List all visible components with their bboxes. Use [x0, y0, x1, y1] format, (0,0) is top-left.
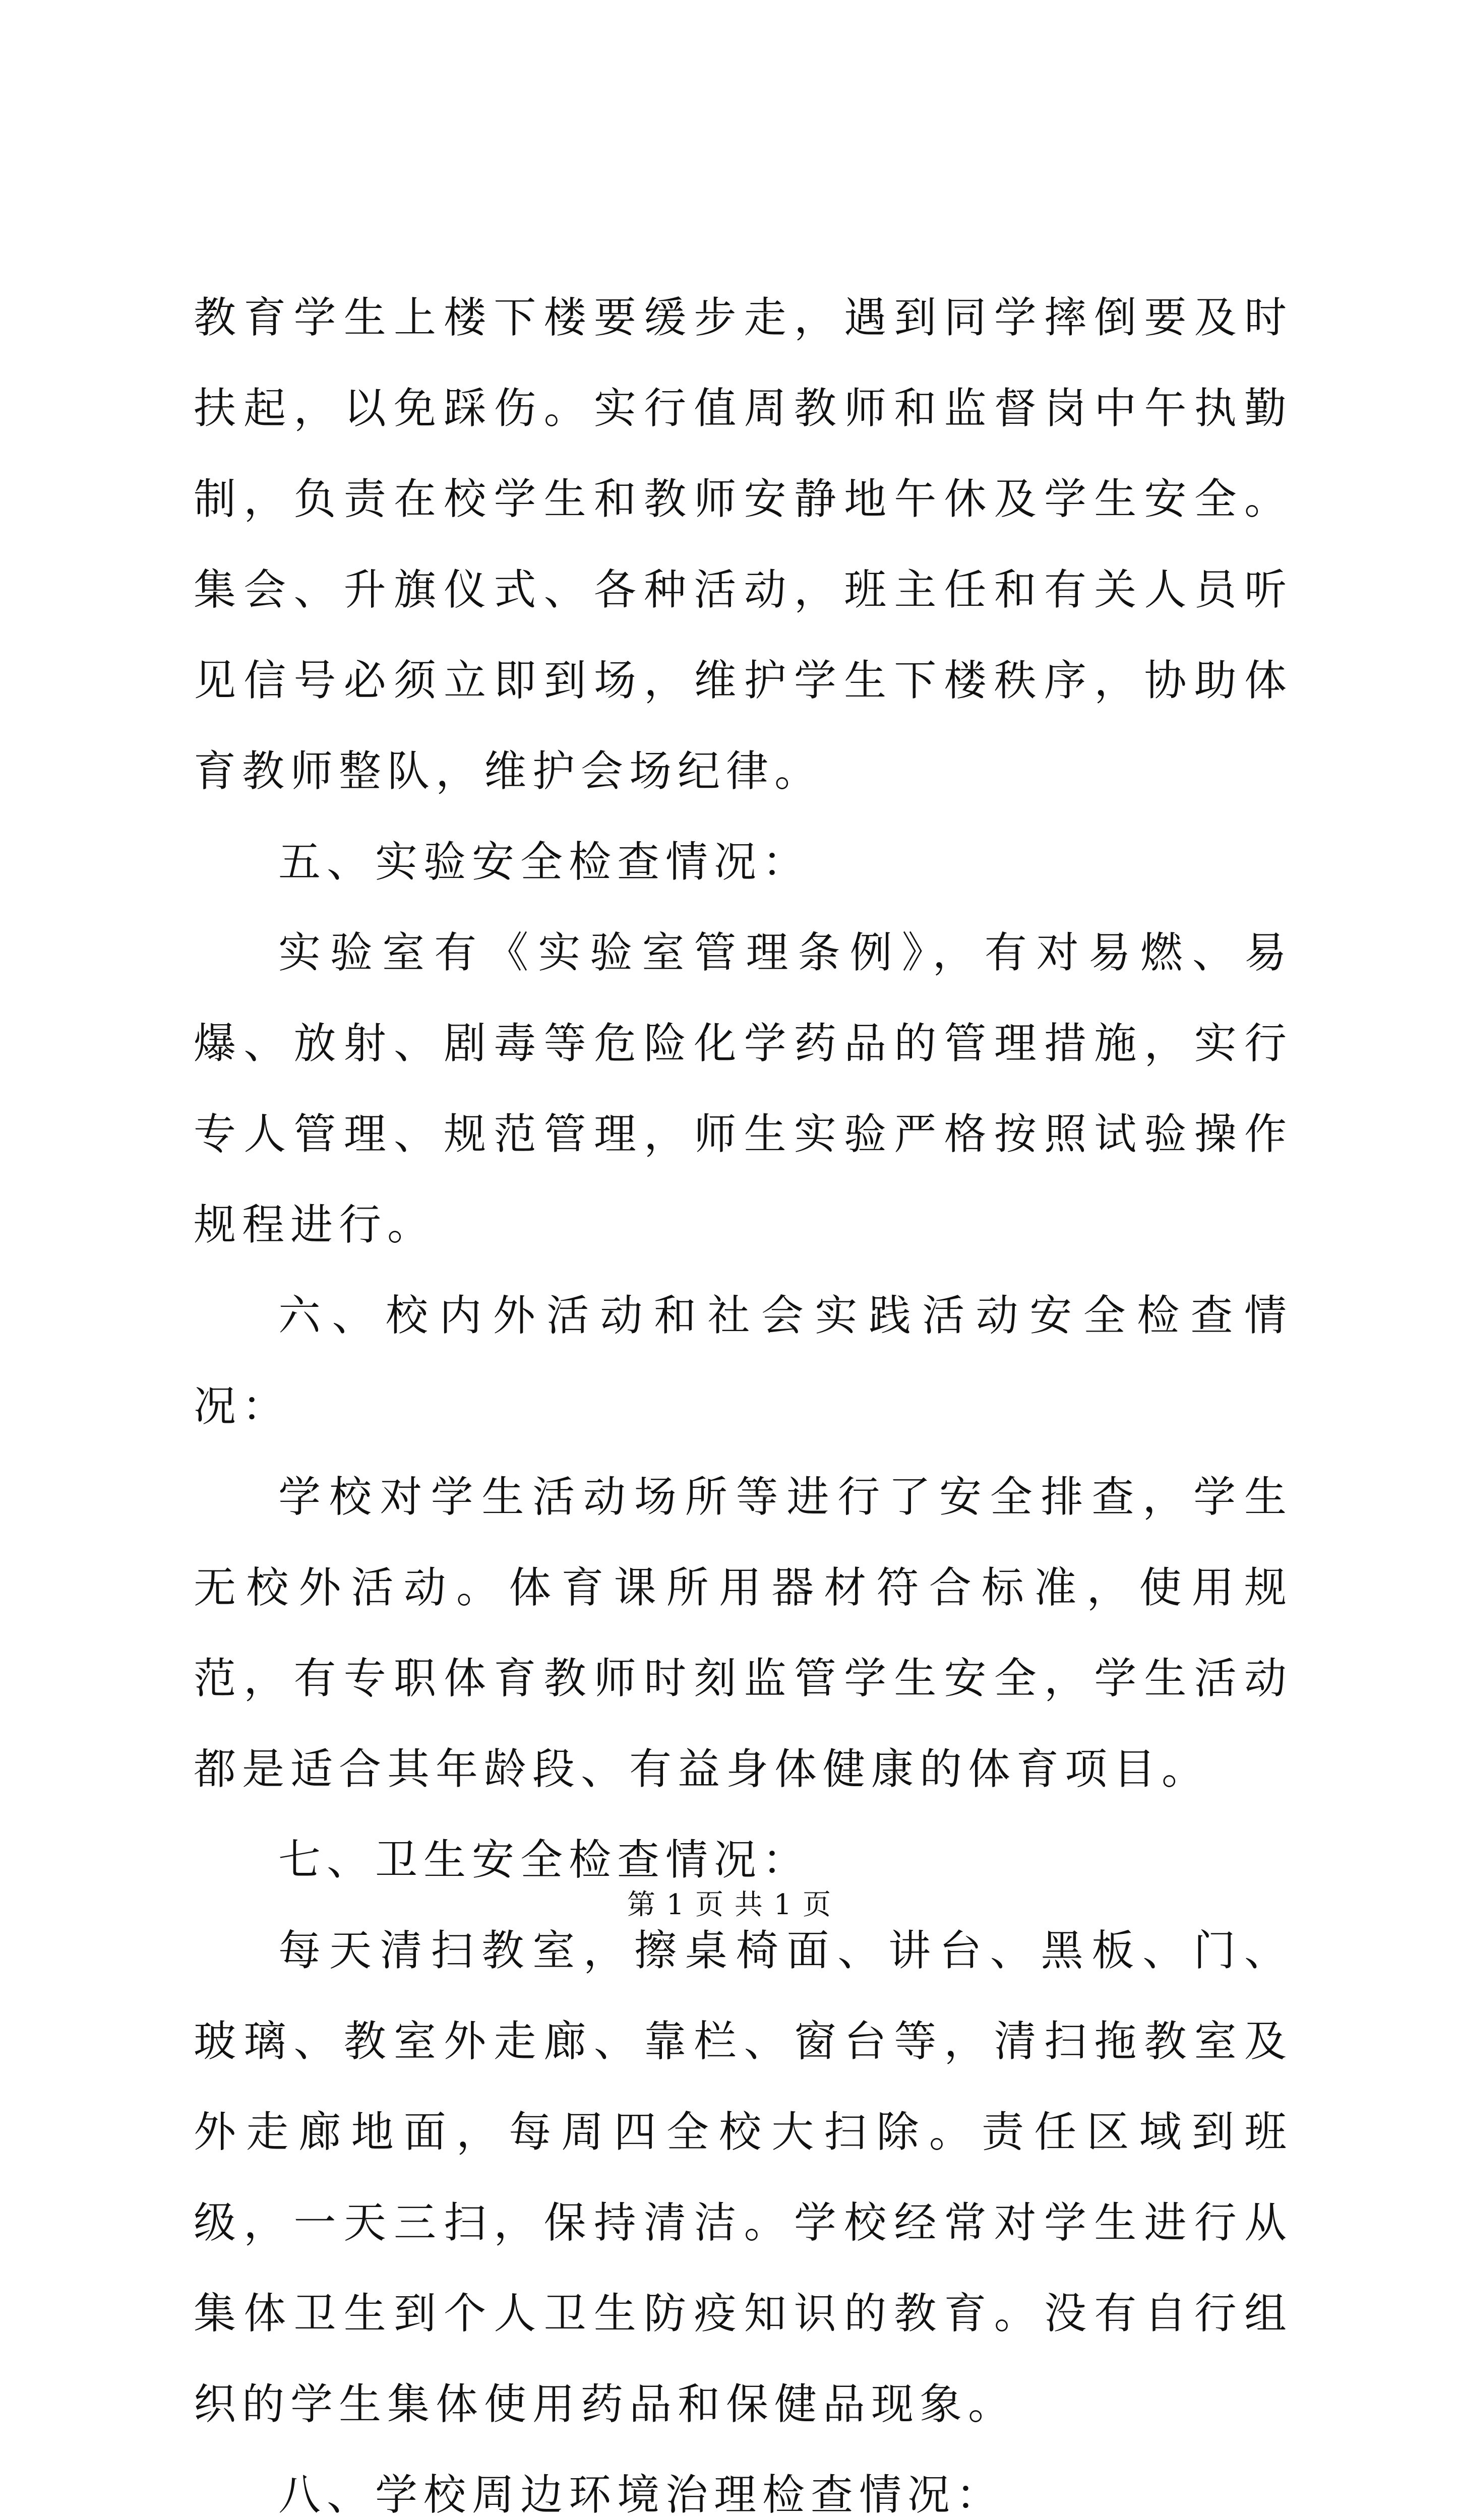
heading-hygiene-safety: 七、卫生安全检查情况：	[278, 1835, 811, 1884]
paragraph-activity-safety: 学校对学生活动场所等进行了安全排查，学生无校外活动。体育课所用器材符合标准，使用规范，有专职体育教师时刻监管学生安全，学生活动都是适合其年龄段、有益身体健康的体育项目。	[194, 1472, 1293, 1794]
heading-surroundings: 八、学校周边环境治理检查情况：	[278, 2470, 1005, 2519]
heading-lab-safety: 五、实验安全检查情况：	[278, 837, 811, 887]
document-body	[194, 272, 1293, 2520]
paragraph-lab-safety: 实验室有《实验室管理条例》，有对易燃、易爆、放射、剧毒等危险化学药品的管理措施，实行专人管理、规范管理，师生实验严格按照试验操作规程进行。	[194, 928, 1293, 1249]
paragraph-safety-conduct: 教育学生上楼下楼要缓步走，遇到同学摔倒要及时扶起，以免踩伤。实行值周教师和监督岗中午执勤制，负责在校学生和教师安静地午休及学生安全。集会、升旗仪式、各种活动，班主任和有关人员听见信号必须立即到场，维护学生下楼秩序，协助体育教师整队，维护会场纪律。	[194, 293, 1293, 796]
heading-activity-safety: 六、校内外活动和社会实践活动安全检查情况：	[194, 1291, 1293, 1431]
paragraph-hygiene-safety: 每天清扫教室，擦桌椅面、讲台、黑板、门、玻璃、教室外走廊、靠栏、窗台等，清扫拖教室及外走廊地面，每周四全校大扫除。责任区域到班级，一天三扫，保持清洁。学校经常对学生进行从集体卫生到个人卫生防疫知识的教育。没有自行组织的学生集体使用药品和保健品现象。	[194, 1926, 1293, 2429]
page-footer: 第 1 页 共 1 页	[627, 1888, 832, 1921]
